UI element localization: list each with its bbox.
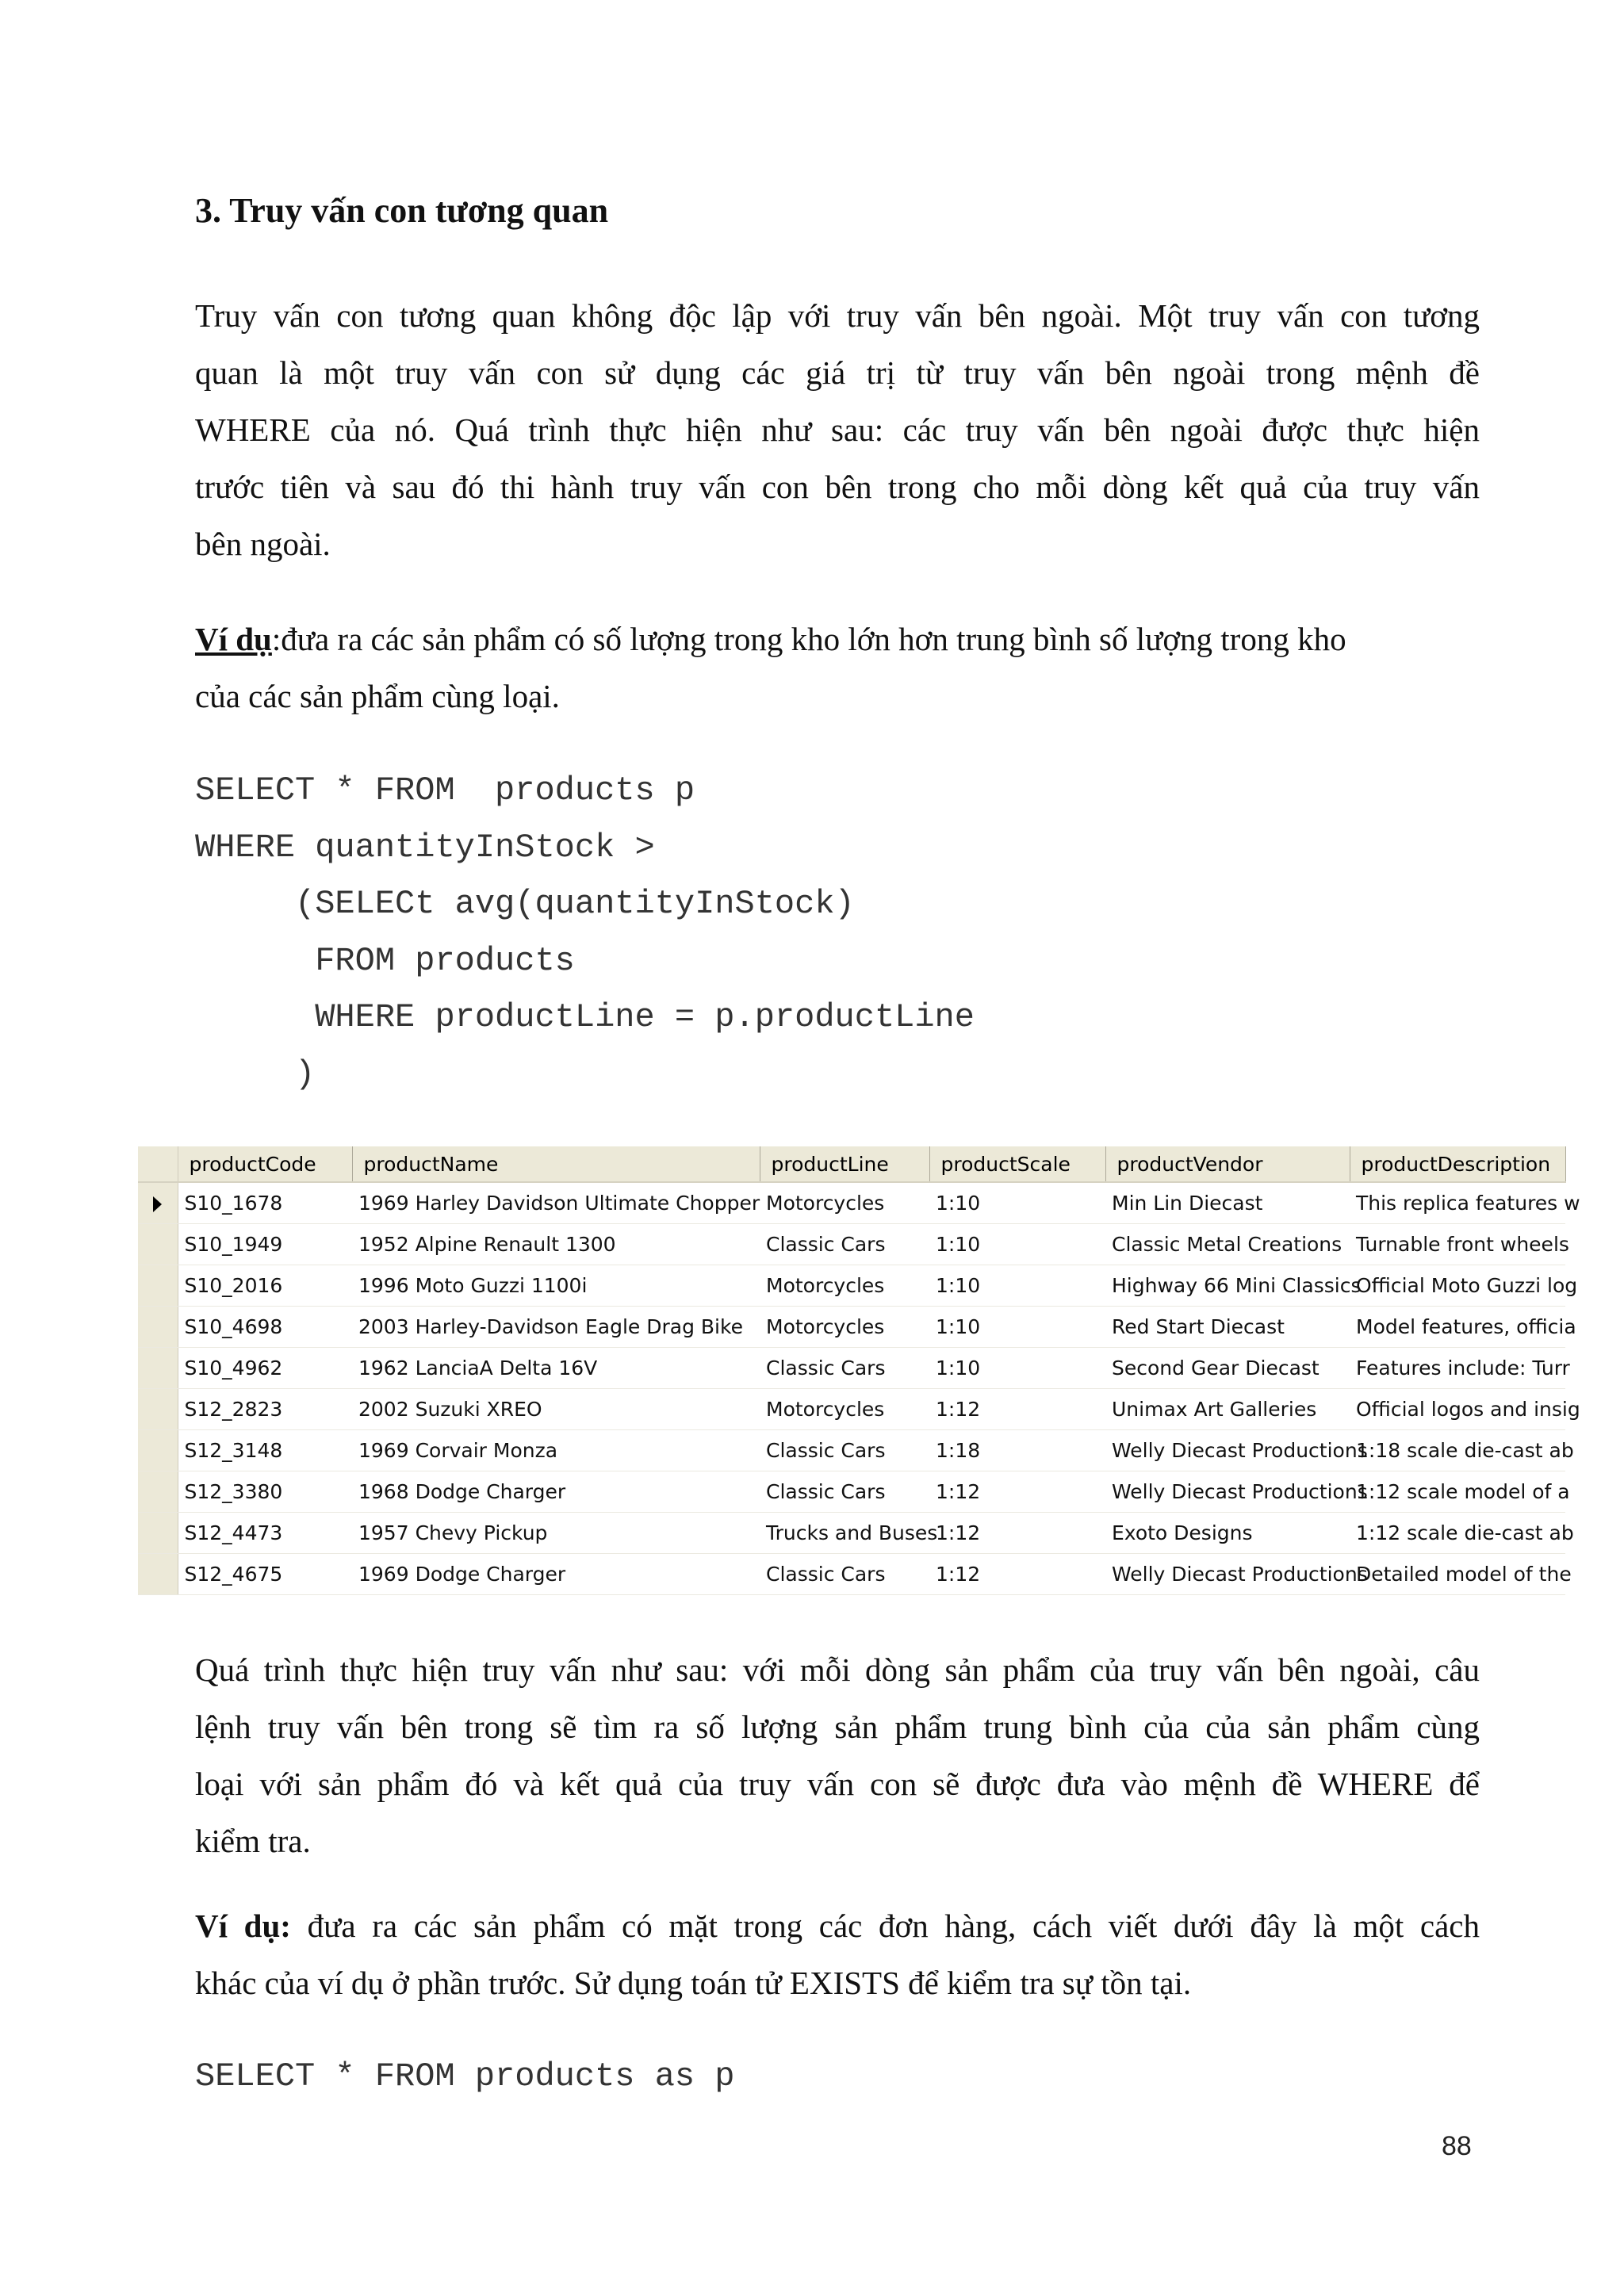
table-cell[interactable]: 1:18 scale die-cast ab: [1350, 1430, 1565, 1471]
paragraph-line: WHERE của nó. Quá trình thực hiện như sau: các truy vấn bên ngoài được thực hiện: [195, 411, 1480, 448]
table-cell[interactable]: 1:18: [929, 1430, 1105, 1471]
paragraph-line: bên ngoài.: [195, 526, 331, 562]
row-selector[interactable]: [138, 1265, 178, 1307]
row-selector-header[interactable]: [138, 1146, 178, 1182]
table-cell[interactable]: 1:12 scale model of a: [1350, 1471, 1565, 1513]
example-text: :đưa ra các sản phẩm có số lượng trong kho lớn hơn trung bình số lượng trong kho: [271, 621, 1346, 657]
table-cell[interactable]: 1952 Alpine Renault 1300: [352, 1224, 760, 1265]
table-cell[interactable]: 1:12: [929, 1389, 1105, 1430]
row-selector[interactable]: [138, 1307, 178, 1348]
column-header-productcode[interactable]: productCode: [178, 1146, 352, 1182]
table-row[interactable]: [138, 1430, 1565, 1471]
current-row-arrow-icon: [153, 1196, 162, 1212]
column-header-productline[interactable]: productLine: [760, 1146, 929, 1182]
table-row[interactable]: [138, 1471, 1565, 1513]
paragraph-line: Truy vấn con tương quan không độc lập với truy vấn bên ngoài. Một truy vấn con tương: [195, 297, 1480, 334]
paragraph-explanation: [195, 1641, 1480, 1869]
table-cell[interactable]: S12_3380: [178, 1471, 352, 1513]
table-cell[interactable]: 1962 LanciaA Delta 16V: [352, 1348, 760, 1389]
table-cell[interactable]: Official Moto Guzzi log: [1350, 1265, 1565, 1307]
code-block-2: [195, 2049, 735, 2106]
table-cell[interactable]: Classic Cars: [760, 1430, 929, 1471]
row-selector[interactable]: [138, 1471, 178, 1513]
header-row: [138, 1146, 1565, 1182]
result-grid[interactable]: [138, 1146, 1580, 1586]
row-selector[interactable]: [138, 1430, 178, 1471]
table-cell[interactable]: S12_4473: [178, 1513, 352, 1554]
page-number: 88: [1442, 2131, 1472, 2161]
table-cell[interactable]: 1:12 scale die-cast ab: [1350, 1513, 1565, 1554]
table-cell[interactable]: Welly Diecast Productions: [1105, 1471, 1350, 1513]
paragraph-line: Quá trình thực hiện truy vấn như sau: với mỗi dòng sản phẩm của truy vấn bên ngoài, câu: [195, 1651, 1480, 1688]
table-cell[interactable]: S10_1949: [178, 1224, 352, 1265]
table-cell[interactable]: Official logos and insig: [1350, 1389, 1565, 1430]
table-cell[interactable]: Turnable front wheels: [1350, 1224, 1565, 1265]
table-cell[interactable]: Classic Cars: [760, 1471, 929, 1513]
table-cell[interactable]: 1:12: [929, 1471, 1105, 1513]
column-header-productdescription[interactable]: productDescription: [1350, 1146, 1565, 1182]
table-cell[interactable]: Classic Metal Creations: [1105, 1224, 1350, 1265]
column-header-productscale[interactable]: productScale: [929, 1146, 1105, 1182]
example-1: [195, 610, 1480, 725]
table-cell[interactable]: Classic Cars: [760, 1224, 929, 1265]
table-cell[interactable]: S12_4675: [178, 1554, 352, 1595]
row-selector[interactable]: [138, 1224, 178, 1265]
code-line: FROM products: [195, 941, 575, 980]
table-row[interactable]: [138, 1389, 1565, 1430]
table-cell[interactable]: Motorcycles: [760, 1307, 929, 1348]
table-cell[interactable]: S10_4962: [178, 1348, 352, 1389]
example-text: của các sản phẩm cùng loại.: [195, 678, 560, 714]
code-line: SELECT * FROM products as p: [195, 2057, 735, 2095]
example-label: Ví dụ:: [195, 1908, 291, 1944]
table-row[interactable]: [138, 1513, 1565, 1554]
table-cell[interactable]: Model features, officia: [1350, 1307, 1565, 1348]
table-row[interactable]: [138, 1307, 1565, 1348]
table-cell[interactable]: Motorcycles: [760, 1389, 929, 1430]
table-cell[interactable]: 1996 Moto Guzzi 1100i: [352, 1265, 760, 1307]
table-cell[interactable]: Unimax Art Galleries: [1105, 1389, 1350, 1430]
table-cell[interactable]: 1:12: [929, 1513, 1105, 1554]
table-cell[interactable]: 1969 Dodge Charger: [352, 1554, 760, 1595]
table-cell[interactable]: 2003 Harley-Davidson Eagle Drag Bike: [352, 1307, 760, 1348]
table-cell[interactable]: Second Gear Diecast: [1105, 1348, 1350, 1389]
table-cell[interactable]: 1:10: [929, 1348, 1105, 1389]
code-line: WHERE productLine = p.productLine: [195, 998, 975, 1036]
paragraph-line: quan là một truy vấn con sử dụng các giá trị từ truy vấn bên ngoài trong mệnh đề: [195, 354, 1480, 391]
table-cell[interactable]: 1:10: [929, 1307, 1105, 1348]
code-block-1: [195, 763, 975, 1103]
table-cell[interactable]: This replica features w: [1350, 1182, 1565, 1224]
column-header-productname[interactable]: productName: [352, 1146, 760, 1182]
code-line: SELECT * FROM products p: [195, 771, 695, 809]
table-cell[interactable]: 2002 Suzuki XREO: [352, 1389, 760, 1430]
table-row[interactable]: [138, 1265, 1565, 1307]
table-row[interactable]: [138, 1182, 1565, 1224]
table-row[interactable]: [138, 1348, 1565, 1389]
example-label: Ví dụ: [195, 621, 272, 657]
row-selector[interactable]: [138, 1348, 178, 1389]
table-cell[interactable]: Motorcycles: [760, 1265, 929, 1307]
table-cell[interactable]: Highway 66 Mini Classics: [1105, 1265, 1350, 1307]
table-cell[interactable]: Welly Diecast Productions: [1105, 1554, 1350, 1595]
table-cell[interactable]: 1969 Corvair Monza: [352, 1430, 760, 1471]
table-cell[interactable]: S10_1678: [178, 1182, 352, 1224]
table-cell[interactable]: Classic Cars: [760, 1348, 929, 1389]
row-selector[interactable]: [138, 1554, 178, 1595]
table-cell[interactable]: S10_4698: [178, 1307, 352, 1348]
example-2: [195, 1897, 1480, 2011]
code-line: ): [195, 1054, 316, 1093]
table-cell[interactable]: 1968 Dodge Charger: [352, 1471, 760, 1513]
table-cell[interactable]: 1969 Harley Davidson Ultimate Chopper: [352, 1182, 760, 1224]
table-cell[interactable]: 1957 Chevy Pickup: [352, 1513, 760, 1554]
table-cell[interactable]: Features include: Turr: [1350, 1348, 1565, 1389]
table-cell[interactable]: Min Lin Diecast: [1105, 1182, 1350, 1224]
column-header-productvendor[interactable]: productVendor: [1105, 1146, 1350, 1182]
code-line: WHERE quantityInStock >: [195, 828, 655, 867]
table-cell[interactable]: 1:10: [929, 1224, 1105, 1265]
section-heading: 3. Truy vấn con tương quan: [195, 191, 609, 230]
paragraph-line: lệnh truy vấn bên trong sẽ tìm ra số lượng sản phẩm trung bình của của sản phẩm cùng: [195, 1709, 1480, 1745]
paragraph-line: trước tiên và sau đó thi hành truy vấn con bên trong cho mỗi dòng kết quả của truy vấn: [195, 469, 1480, 505]
table-row[interactable]: [138, 1554, 1565, 1595]
table-cell[interactable]: S12_3148: [178, 1430, 352, 1471]
row-selector[interactable]: [138, 1513, 178, 1554]
table-cell[interactable]: Motorcycles: [760, 1182, 929, 1224]
table-cell[interactable]: Exoto Designs: [1105, 1513, 1350, 1554]
row-selector[interactable]: [138, 1182, 178, 1224]
example-text: đưa ra các sản phẩm có mặt trong các đơn hàng, cách viết dưới đây là một cách: [290, 1908, 1480, 1944]
row-selector[interactable]: [138, 1389, 178, 1430]
table-cell[interactable]: Classic Cars: [760, 1554, 929, 1595]
table-cell[interactable]: S12_2823: [178, 1389, 352, 1430]
table-cell[interactable]: S10_2016: [178, 1265, 352, 1307]
table-cell[interactable]: Welly Diecast Productions: [1105, 1430, 1350, 1471]
result-table: [138, 1146, 1580, 1595]
paragraph-intro: [195, 287, 1480, 572]
table-cell[interactable]: 1:12: [929, 1554, 1105, 1595]
table-cell[interactable]: Trucks and Buses: [760, 1513, 929, 1554]
table-cell[interactable]: 1:10: [929, 1265, 1105, 1307]
table-cell[interactable]: Detailed model of the: [1350, 1554, 1565, 1595]
table-cell[interactable]: Red Start Diecast: [1105, 1307, 1350, 1348]
code-line: (SELECt avg(quantityInStock): [195, 885, 855, 923]
table-row[interactable]: [138, 1224, 1565, 1265]
paragraph-line: kiểm tra.: [195, 1823, 311, 1859]
table-cell[interactable]: 1:10: [929, 1182, 1105, 1224]
example-text: khác của ví dụ ở phần trước. Sử dụng toán tử EXISTS để kiểm tra sự tồn tại.: [195, 1965, 1192, 2001]
paragraph-line: loại với sản phẩm đó và kết quả của truy vấn con sẽ được đưa vào mệnh đề WHERE để: [195, 1766, 1480, 1802]
